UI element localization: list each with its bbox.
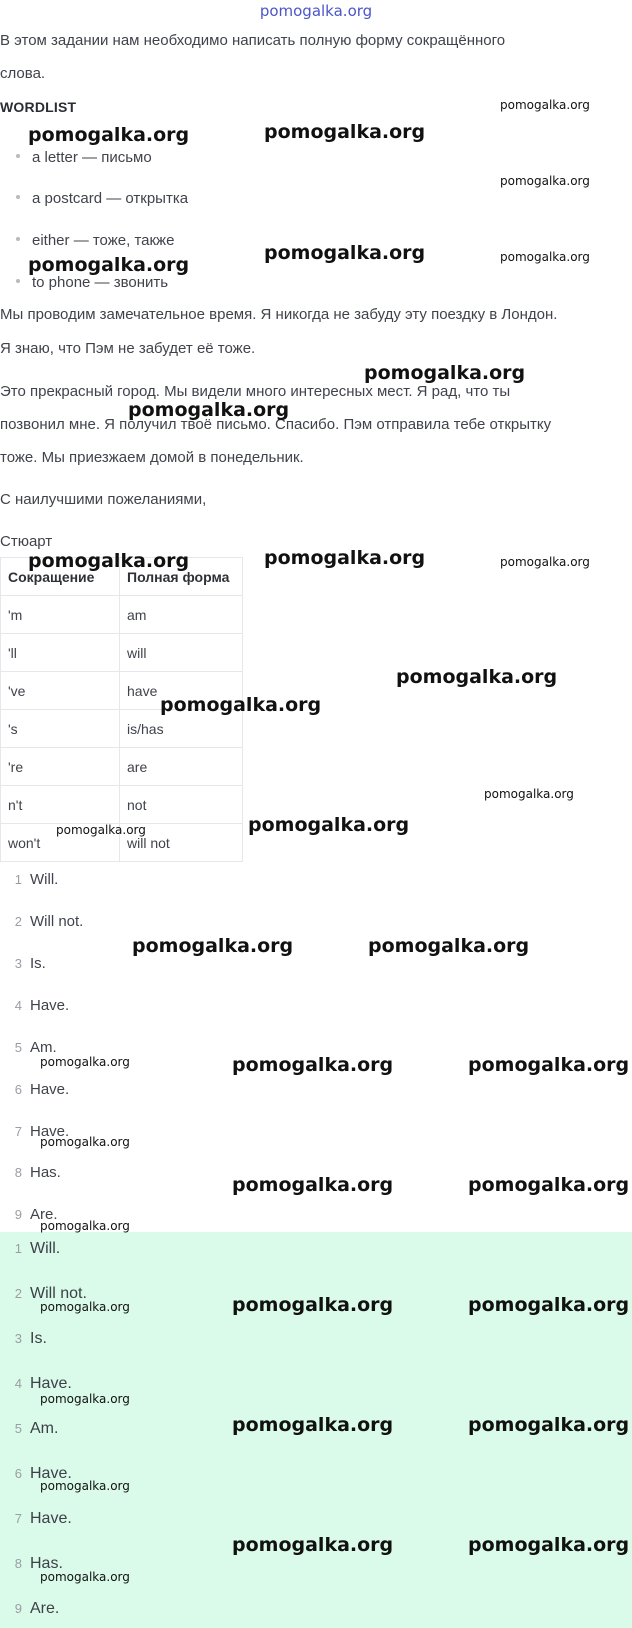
watermark: pomogalka.org [500,250,590,264]
table-cell: 're [1,748,120,786]
answer-item: 4 Have. [14,997,70,1014]
translation-line: Мы проводим замечательное время. Я никогда не забуду эту поездку в Лондон. [0,306,558,323]
watermark: pomogalka.org [232,1294,394,1316]
answer-item: 1 Will. [14,871,59,888]
watermark: pomogalka.org [500,555,590,569]
watermark: pomogalka.org [468,1534,630,1556]
watermark: pomogalka.org [500,98,590,112]
watermark: pomogalka.org [232,1414,394,1436]
watermark: pomogalka.org [28,550,190,572]
intro-line-2: слова. [0,65,46,82]
sign-off: С наилучшими пожеланиями, [0,491,207,508]
answer-item-highlighted: 8 Has. [14,1555,63,1572]
table-cell: have [120,672,243,710]
watermark: pomogalka.org [368,935,530,957]
header-watermark: pomogalka.org [259,2,373,20]
table-row [1,786,243,824]
watermark: pomogalka.org [232,1534,394,1556]
watermark: pomogalka.org [264,547,426,569]
bullet-icon [16,195,20,199]
table-cell: will not [120,824,243,862]
signature-name: Стюарт [0,533,53,550]
watermark: pomogalka.org [468,1414,630,1436]
answer-item-highlighted: 3 Is. [14,1330,47,1347]
translation-line: Я знаю, что Пэм не забудет её тоже. [0,340,256,357]
wordlist-item: to phone — звонить [16,274,168,291]
bullet-icon [16,279,20,283]
watermark: pomogalka.org [40,1219,130,1233]
table-cell: 've [1,672,120,710]
watermark: pomogalka.org [232,1054,394,1076]
table-cell: 'm [1,596,120,634]
table-cell: 'll [1,634,120,672]
table-cell: won't [1,824,120,862]
answer-item: 2 Will not. [14,913,84,930]
intro-line-1: В этом задании нам необходимо написать полную форму сокращённого [0,32,506,49]
watermark: pomogalka.org [468,1174,630,1196]
wordlist-item: a letter — письмо [16,149,152,166]
translation-line: позвонил мне. Я получил твоё письмо. Спасибо. Пэм отправила тебе открытку [0,416,552,433]
table-cell: will [120,634,243,672]
translation-line: Это прекрасный город. Мы видели много интересных мест. Я рад, что ты [0,383,511,400]
watermark: pomogalka.org [484,787,574,801]
watermark: pomogalka.org [132,935,294,957]
answer-item: 3 Is. [14,955,46,972]
table-cell: am [120,596,243,634]
watermark: pomogalka.org [500,174,590,188]
watermark: pomogalka.org [468,1054,630,1076]
watermark: pomogalka.org [40,1479,130,1493]
answer-item-highlighted: 4 Have. [14,1375,72,1392]
answer-item-highlighted: 6 Have. [14,1465,72,1482]
table-cell: are [120,748,243,786]
table-cell: not [120,786,243,824]
watermark: pomogalka.org [40,1055,130,1069]
watermark: pomogalka.org [264,121,426,143]
watermark: pomogalka.org [264,242,426,264]
watermark: pomogalka.org [40,1300,130,1314]
watermark: pomogalka.org [28,254,190,276]
answer-item: 5 Am. [14,1039,57,1056]
table-row [1,634,243,672]
watermark: pomogalka.org [28,124,190,146]
watermark: pomogalka.org [468,1294,630,1316]
answer-item-highlighted: 2 Will not. [14,1285,87,1302]
watermark: pomogalka.org [40,1135,130,1149]
watermark: pomogalka.org [128,399,290,421]
answer-item-highlighted: 9 Are. [14,1600,60,1617]
answer-item-highlighted: 7 Have. [14,1510,72,1527]
table-cell: 's [1,710,120,748]
table-cell: is/has [120,710,243,748]
wordlist-heading: WORDLIST [0,99,77,115]
column-header: Полная форма [120,558,243,596]
answer-item-highlighted: 1 Will. [14,1240,61,1257]
bullet-icon [16,237,20,241]
wordlist-item: either — тоже, также [16,232,174,249]
bullet-icon [16,154,20,158]
answer-item: 8 Has. [14,1164,61,1181]
table-cell: n't [1,786,120,824]
watermark: pomogalka.org [56,823,146,837]
answer-item: 9 Are. [14,1206,58,1223]
answer-item: 6 Have. [14,1081,70,1098]
watermark: pomogalka.org [40,1392,130,1406]
watermark: pomogalka.org [396,666,558,688]
watermark: pomogalka.org [40,1570,130,1584]
table-row [1,748,243,786]
answer-item-highlighted: 5 Am. [14,1420,59,1437]
watermark: pomogalka.org [248,814,410,836]
column-header: Сокращение [1,558,120,596]
watermark: pomogalka.org [364,362,526,384]
watermark: pomogalka.org [160,694,322,716]
wordlist-item: a postcard — открытка [16,190,188,207]
answer-item: 7 Have. [14,1123,70,1140]
translation-line: тоже. Мы приезжаем домой в понедельник. [0,449,304,466]
table-row [1,596,243,634]
watermark: pomogalka.org [232,1174,394,1196]
